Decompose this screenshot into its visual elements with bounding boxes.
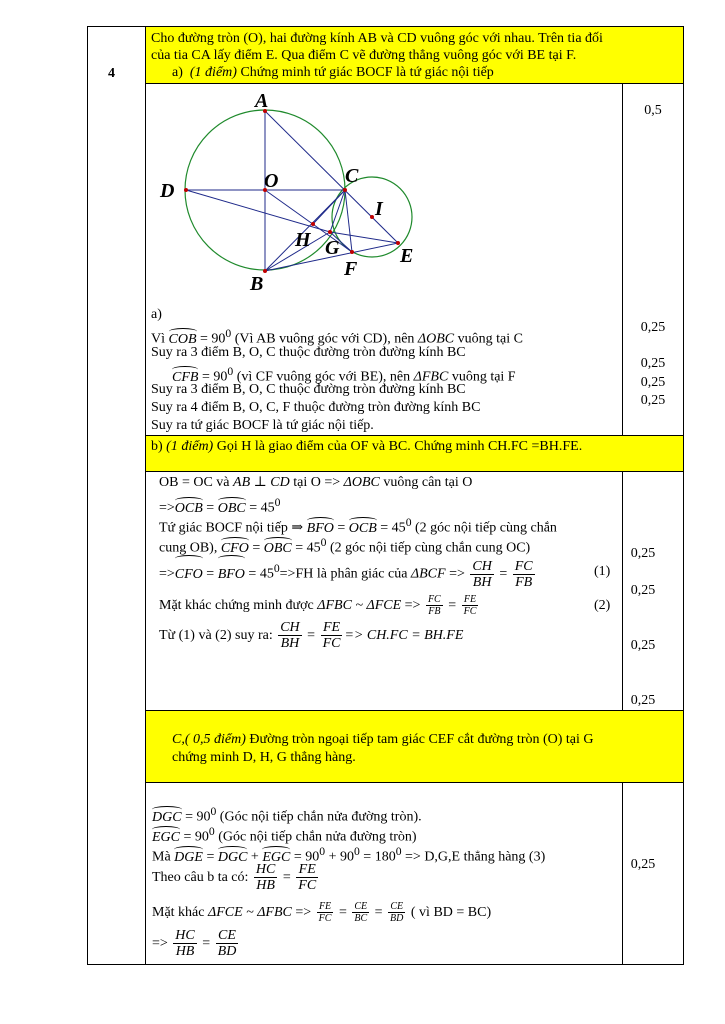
point-c [343, 188, 347, 192]
point-g [328, 230, 332, 234]
score-a-2: 0,25 [640, 320, 666, 335]
part-a-step-1: Vì COB = $90^0$ (Vì AB vuông góc với CD), nên ΔOBC vuông tại C [151, 327, 523, 347]
label-a: A [255, 90, 269, 112]
label-f: F [344, 258, 358, 280]
score-a-1: 0,5 [644, 103, 662, 118]
part-b-line-3: Tứ giác BOCF nội tiếp ⇒ BFO = OCB = $45^0$ (2 góc nội tiếp cùng chắn [159, 516, 557, 536]
label-i: I [375, 198, 383, 220]
part-c-line-3: Mà DGE = DGC + EGC = $90^0 + 90^0 = 180^0 => D,G,E$ thẳng hàng (3) [152, 845, 546, 865]
label-g: G [325, 237, 340, 259]
label-o: O [264, 170, 279, 192]
geometry-figure [150, 88, 440, 298]
score-b-3: 0,25 [630, 638, 656, 653]
label-e: E [400, 245, 414, 267]
part-b-tag-1: (1) [594, 564, 611, 579]
part-a-step-4: Suy ra 3 điểm B, O, C thuộc đường tròn đường kính BC [151, 382, 466, 397]
point-h [311, 222, 315, 226]
part-b-line-1: OB = OC và AB ⊥ CD tại O => ΔOBC vuông cân tại O [159, 475, 473, 490]
score-a-4: 0,25 [640, 375, 666, 390]
part-c-line-2: EGC = $90^0$ (Góc nội tiếp chắn nửa đường tròn) [152, 825, 417, 845]
part-c-line-6: => $\frac{HC}{HB}$ = $\frac{CE}{BD}$ [152, 928, 237, 960]
score-b-1: 0,25 [630, 546, 656, 561]
problem-line-1: Cho đường tròn (O), hai đường kính AB và CD vuông góc với nhau. Trên tia đối [151, 31, 603, 46]
part-a-step-2: Suy ra 3 điểm B, O, C thuộc đường tròn đường kính BC [151, 345, 466, 360]
part-a-step-6: Suy ra tứ giác BOCF là tứ giác nội tiếp. [151, 418, 374, 433]
part-b-tag-2: (2) [594, 598, 611, 613]
part-b-line-5: =>CFO = BFO = $45^0=>FH$ là phân giác của ΔBCF => $\frac{CH}{BH}$ = $\frac{FC}{FB}$ [159, 558, 533, 590]
point-i [370, 215, 374, 219]
part-c-line-4: Theo câu b ta có: $\frac{HC}{HB}$ = $\frac{FE}{FC}$ [152, 862, 317, 894]
score-b-2: 0,25 [630, 583, 656, 598]
label-c: C [345, 165, 359, 187]
label-b: B [250, 273, 264, 295]
segment-cf [345, 190, 352, 252]
part-b-line-7: Từ (1) và (2) suy ra: $\frac{CH}{BH}$ = $\frac{FE}{FC}$ => CH.FC = BH.FE [159, 620, 464, 652]
point-d [184, 188, 188, 192]
part-a-label: a) [151, 307, 162, 322]
part-b-line-4: cung OB), CFO = OBC = $45^0$ (2 góc nội tiếp cùng chắn cung OC) [159, 536, 531, 556]
score-b-4: 0,25 [630, 693, 656, 708]
segment-dg [186, 190, 330, 232]
part-c-line-5: Mặt khác ΔFCE ~ ΔFBC => $\frac{FE}{FC}$ = $\frac{CE}{BC}$ = $\frac{CE}{BD}$ ( vì BD = BC) [152, 901, 492, 925]
part-b-line-6: Mặt khác chứng minh được ΔFBC ~ ΔFCE => $\frac{FC}{FB}$ = $\frac{FE}{FC}$ [159, 594, 477, 618]
label-d: D [160, 180, 175, 202]
point-b [263, 269, 267, 273]
part-b-header: b) (1 điểm) Gọi H là giao điểm của OF và BC. Chứng minh CH.FC =BH.FE. [151, 439, 583, 454]
point-f [350, 250, 354, 254]
label-h: H [295, 229, 311, 251]
question-number: 4 [108, 66, 115, 81]
problem-part-a: a) (1 điểm) Chứng minh tứ giác BOCF là tứ giác nội tiếp [172, 65, 494, 80]
part-a-step-3: CFB = $90^0$ (vì CF vuông góc với BE), nên ΔFBC vuông tại F [172, 365, 516, 385]
score-c-1: 0,25 [630, 857, 656, 872]
part-a-step-5: Suy ra 4 điểm B, O, C, F thuộc đường tròn đường kính BC [151, 400, 481, 415]
part-c-header-1: C,( 0,5 điểm) Đường tròn ngoại tiếp tam giác CEF cắt đường tròn (O) tại G [172, 732, 594, 747]
score-a-3: 0,25 [640, 356, 666, 371]
part-c-header-2: chứng minh D, H, G thẳng hàng. [172, 750, 356, 765]
score-a-5: 0,25 [640, 393, 666, 408]
part-b-line-2: =>OCB = OBC = $45^0$ [159, 496, 281, 516]
part-c-line-1: DGC = $90^0$ (Góc nội tiếp chắn nửa đường tròn). [152, 805, 422, 825]
problem-line-2: của tia CA lấy điểm E. Qua điểm C vẽ đường thẳng vuông góc với BE tại F. [151, 48, 577, 63]
